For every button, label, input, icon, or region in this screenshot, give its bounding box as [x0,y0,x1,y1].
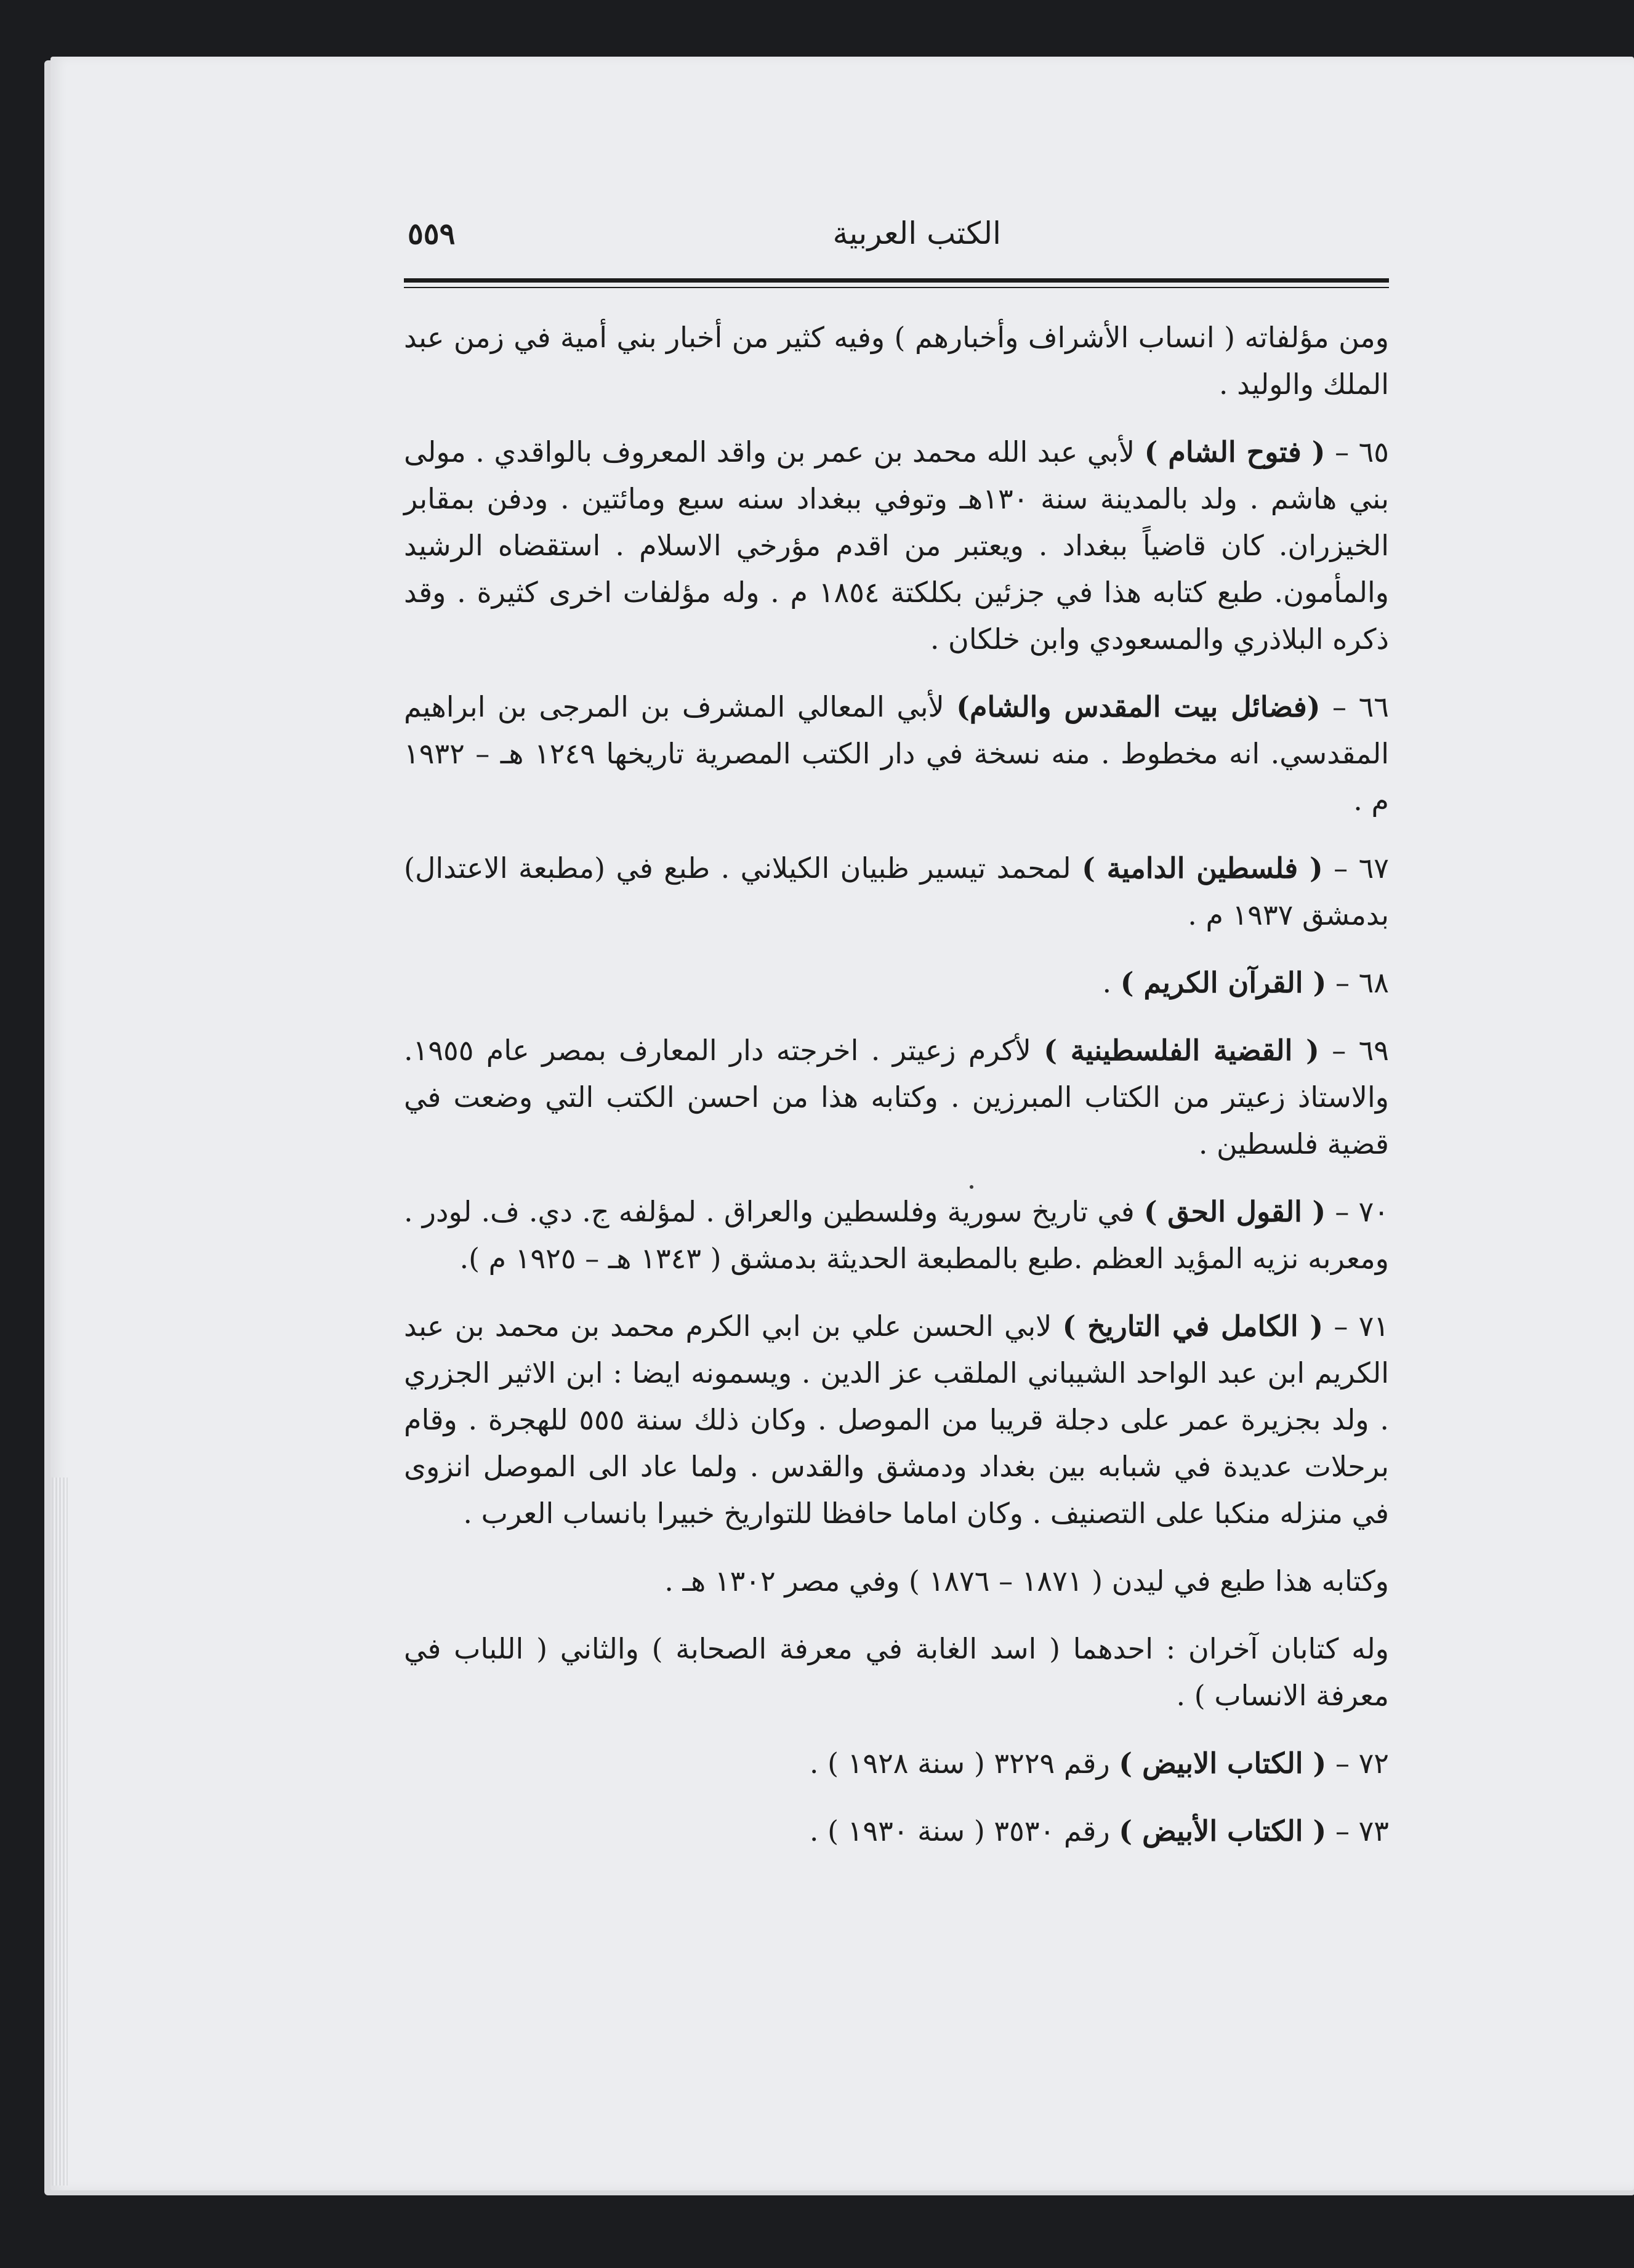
entry-number: ٦٨ – [1326,966,1389,999]
entry-text: في تاريخ سورية وفلسطين والعراق . لمؤلفه ج. دي. ف. لودر . ومعربه نزيه المؤيد العظم .طبع بالمطبعة الحديثة بدمشق ( ١٣٤٣ هـ – ١٩٢٥ م ). [404,1195,1389,1275]
entry-number: ٧٠ – [1326,1195,1389,1228]
entry-title: ( القول الحق ) [1143,1195,1326,1228]
entry-number: ٧٢ – [1326,1747,1389,1780]
entry-68 [404,959,1389,1006]
entry-title: ( الكتاب الأبيض ) [1119,1814,1327,1848]
entry-70 [404,1188,1389,1282]
entry-number: ٦٩ – [1319,1034,1389,1067]
entry-title: (فضائل بيت المقدس والشام) [956,690,1321,723]
entry-65 [404,428,1389,662]
entry-text: لأبي عبد الله محمد بن عمر بن واقد المعروف بالواقدي . مولى بني هاشم . ولد بالمدينة سنة ١٣٠هـ وتوفي ببغداد سنه سبع ومائتين . ودفن بمقابر الخيزران. كان قاضياً ببغداد . ويعتبر من اقدم مؤرخي الاسلام . استقضاه الرشيد والمأمون. طبع كتابه هذا في جزئين بكلكتة ١٨٥٤ م . وله مؤلفات اخرى كثيرة . وقد ذكره البلاذري والمسعودي وابن خلكان . [404,435,1389,656]
entry-text: لأبي المعالي المشرف بن المرجى بن ابراهيم المقدسي. انه مخطوط . منه نسخة في دار الكتب المصرية تاريخها ١٢٤٩ هـ – ١٩٣٢ م . [404,690,1389,817]
entry-text: لمحمد تيسير ظبيان الكيلاني . طبع في (مطبعة الاعتدال) بدمشق ١٩٣٧ م . [404,851,1389,931]
entry-text: رقم ٣٢٢٩ ( سنة ١٩٢٨ ) . [809,1747,1119,1780]
header-rule-thick [404,278,1389,283]
entry-number: ٧٣ – [1326,1814,1389,1848]
entry-number: ٧١ – [1323,1309,1390,1343]
entry-title: ( الكتاب الابيض ) [1119,1747,1327,1780]
header-rule-thin [404,287,1389,288]
entry-title: ( القرآن الكريم ) [1120,966,1327,999]
paragraph-text: ومن مؤلفاته ( انساب الأشراف وأخبارهم ) وفيه كثير من أخبار بني أمية في زمن عبد الملك والوليد . [404,321,1389,401]
entry-title: ( فتوح الشام ) [1144,435,1326,468]
paragraph-intro [404,314,1389,408]
entry-number: ٦٥ – [1325,435,1390,468]
paragraph-text: وله كتابان آخران : احدهما ( اسد الغابة في معرفة الصحابة ) والثاني ( اللباب في معرفة الانساب ) . [404,1632,1390,1712]
paragraph-text: وكتابه هذا طبع في ليدن ( ١٨٧١ – ١٨٧٦ ) وفي مصر ١٣٠٢ هـ . [664,1564,1389,1598]
entry-number: ٦٦ – [1320,690,1389,723]
entry-73 [404,1808,1389,1854]
entry-text: . [1102,966,1121,999]
entry-number: ٦٧ – [1322,851,1389,885]
entry-66 [404,683,1389,824]
ink-speck [970,1185,973,1189]
entry-title: ( الكامل في التاريخ ) [1062,1309,1324,1343]
entry-69 [404,1027,1389,1167]
entry-71-editions [404,1558,1389,1604]
page-number: ٥٥٩ [408,217,456,251]
running-header [404,215,1389,267]
page-body [404,314,1389,1875]
entry-71-other-books [404,1625,1389,1719]
entry-text: لأكرم زعيتر . اخرجته دار المعارف بمصر عام ١٩٥٥. والاستاذ زعيتر من الكتاب المبرزين . وكتابه هذا من احسن الكتب التي وضعت في قضية فلسطين . [404,1034,1389,1160]
page-edges [52,1478,68,2186]
entry-title: ( فلسطين الدامية ) [1082,851,1323,885]
header-title: الكتب العربية [832,215,1001,251]
entry-72 [404,1740,1389,1787]
entry-title: ( القضية الفلسطينية ) [1044,1034,1319,1067]
entry-71 [404,1303,1389,1537]
entry-67 [404,845,1389,938]
entry-text: رقم ٣٥٣٠ ( سنة ١٩٣٠ ) . [809,1814,1119,1848]
entry-text: لابي الحسن علي بن ابي الكرم محمد بن محمد بن عبد الكريم ابن عبد الواحد الشيباني الملقب عز الدين . ويسمونه ايضا : ابن الاثير الجزري . ولد بجزيرة عمر على دجلة قريبا من الموصل . وكان ذلك سنة ٥٥٥ للهجرة . وقام برحلات عديدة في شبابه بين بغداد ودمشق والقدس . ولما عاد الى الموصل انزوى في منزله منكبا على التصنيف . وكان اماما حافظا للتواريخ خبيرا بانساب العرب . [404,1309,1390,1530]
